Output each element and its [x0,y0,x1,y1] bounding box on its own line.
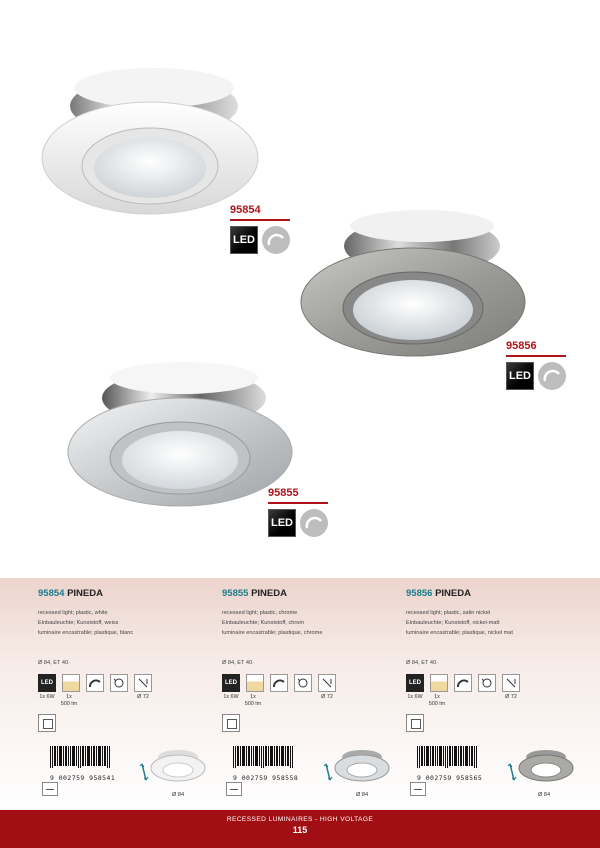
product-description [406,608,586,638]
product-image-95855 [66,358,298,508]
mini-dimension: Ø 84 [172,792,185,798]
bulb-count: 1x [250,694,256,700]
cutout-icon [502,674,520,692]
product-code: 95855 [268,487,299,499]
product-title [406,588,586,599]
barcode-number: 9 002759 958558 [233,774,299,782]
package-icon [226,782,242,796]
tilt-icon [294,674,312,692]
cutout-label: Ø 72 [137,694,149,700]
spec-tilt [478,674,496,692]
tag-rule [268,502,328,504]
class-ii-icon [406,714,424,732]
mini-product-image-95856 [506,744,576,793]
spec-bulb [62,674,80,708]
spec-tilt [110,674,128,692]
product-image-95856 [298,208,528,358]
desc-de: Einbauleuchte; Kunststoff, weiss [38,620,119,626]
product-number: 95856 [406,588,433,599]
barcode-icon [50,746,110,768]
lumen-label: 500 lm [244,701,262,707]
barcode-icon [233,746,293,768]
led-icon: LED [222,674,240,692]
product-title [222,588,402,599]
barcode-icon [417,746,477,768]
lumen-label: 500 lm [60,701,78,707]
spec-icons [222,674,402,708]
tag-rule [506,355,566,357]
cutout-icon [318,674,336,692]
desc-fr: luminaire encastrable; plastique, blanc [38,630,134,636]
lumen-label: 500 lm [428,701,446,707]
product-column-95856 [406,588,586,732]
spec-icons [406,674,586,708]
product-name: PINEDA [251,588,287,599]
tag-rule [230,219,290,221]
spec-cutout [134,674,152,701]
spec-led [406,674,424,701]
spec-cutout [502,674,520,701]
barcode-95855 [233,746,298,782]
package-icon [42,782,58,796]
product-dimensions: Ø 84, ET 40 [406,660,437,666]
bulb-included-icon [246,674,264,692]
mini-product-image-95854 [138,744,208,793]
desc-fr: luminaire encastrable; plastique, chrome [222,630,323,636]
desc-de: Einbauleuchte; Kunststoff, nickel-matt [406,620,500,626]
bulb-included-icon [430,674,448,692]
led-icon: LED [506,362,534,390]
product-image-95854 [38,66,260,216]
product-title [38,588,218,599]
led-icon: LED [268,509,296,537]
spec-dimmable [86,674,104,692]
package-icon [410,782,426,796]
product-name: PINEDA [435,588,471,599]
spec-tilt [294,674,312,692]
bulb-count: 1x [434,694,440,700]
power-label: 1x 6W [407,694,423,700]
product-info-band [0,578,600,810]
barcode-number: 9 002759 958565 [417,774,483,782]
dimmable-icon [270,674,288,692]
desc-en: recessed light; plastic, white [38,610,108,616]
product-tag-95855 [268,487,328,537]
product-number: 95855 [222,588,249,599]
bulb-count: 1x [66,694,72,700]
class-ii-icon [222,714,240,732]
cutout-icon [134,674,152,692]
cutout-label: Ø 72 [505,694,517,700]
product-tag-95854 [230,204,290,254]
tilt-icon [110,674,128,692]
dimmer-icon [300,509,328,537]
product-column-95854 [38,588,218,732]
product-description [38,608,218,638]
product-column-95855 [222,588,402,732]
product-description [222,608,402,638]
barcode-95856 [417,746,482,782]
spec-dimmable [270,674,288,692]
cutout-label: Ø 72 [321,694,333,700]
desc-en: recessed light; plastic, satin nickel [406,610,491,616]
power-label: 1x 6W [39,694,55,700]
desc-de: Einbauleuchte; Kunststoff, chrom [222,620,304,626]
dimmer-icon [538,362,566,390]
spec-bulb [246,674,264,708]
dimmable-icon [454,674,472,692]
barcode-number: 9 002759 958541 [50,774,116,782]
product-code: 95856 [506,340,537,352]
tilt-icon [478,674,496,692]
section-title: RECESSED LUMINAIRES - HIGH VOLTAGE [226,816,374,823]
product-dimensions: Ø 84, ET 40 [38,660,69,666]
spec-led [222,674,240,701]
desc-fr: luminaire encastrable; plastique, nickel mat [406,630,513,636]
bulb-included-icon [62,674,80,692]
mini-product-image-95855 [322,744,392,793]
led-icon: LED [406,674,424,692]
product-tag-95856 [506,340,566,390]
spec-cutout [318,674,336,701]
page-footer [0,810,600,848]
mini-dimension: Ø 84 [538,792,551,798]
product-dimensions: Ø 84, ET 40 [222,660,253,666]
spec-bulb [430,674,448,708]
led-icon: LED [38,674,56,692]
dimmable-icon [86,674,104,692]
mini-dimension: Ø 84 [356,792,369,798]
product-number: 95854 [38,588,65,599]
power-label: 1x 6W [223,694,239,700]
dimmer-icon [262,226,290,254]
desc-en: recessed light; plastic, chrome [222,610,298,616]
product-code: 95854 [230,204,261,216]
spec-dimmable [454,674,472,692]
barcode-95854 [50,746,115,782]
led-icon: LED [230,226,258,254]
spec-led [38,674,56,701]
product-name: PINEDA [67,588,103,599]
page-number: 115 [292,825,308,835]
spec-icons [38,674,218,708]
class-ii-icon [38,714,56,732]
